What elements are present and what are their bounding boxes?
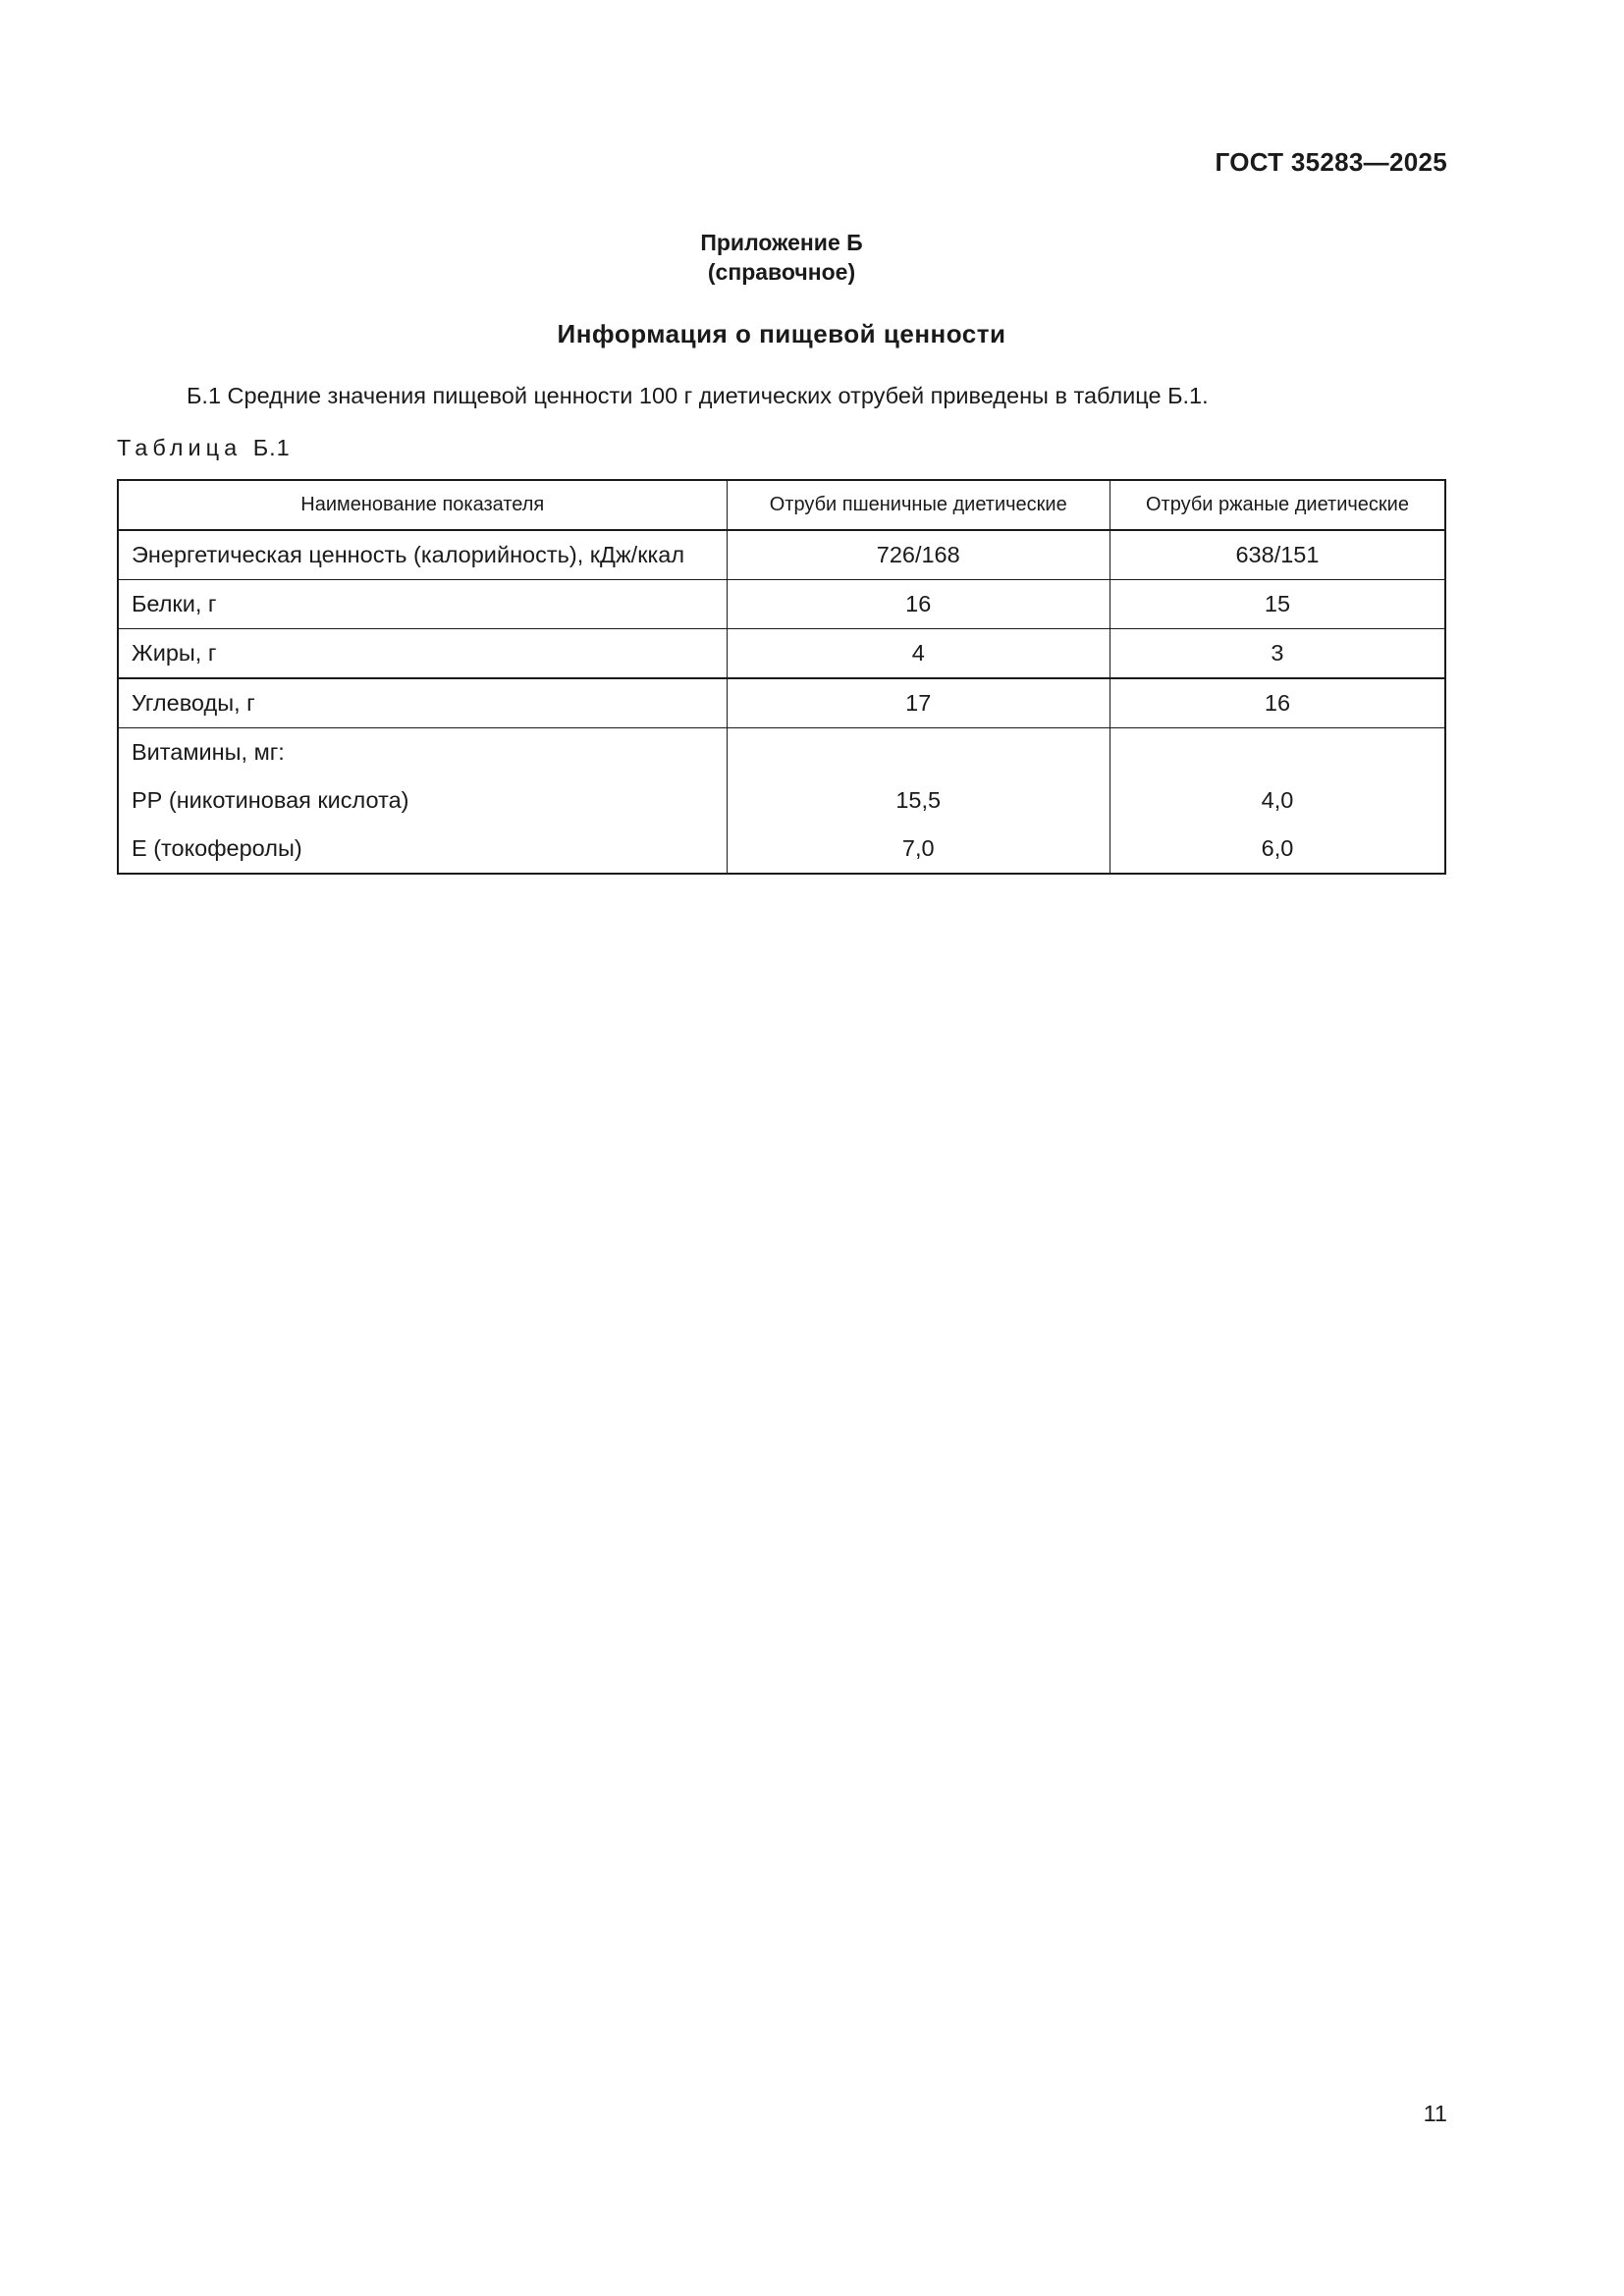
- page-number: 11: [1423, 2101, 1447, 2126]
- cell-indicator: Белки, г: [118, 580, 727, 629]
- header-rye-bran: Отруби ржаные диетические: [1110, 480, 1445, 530]
- cell-rye: 4,0: [1110, 776, 1445, 825]
- table-header-row: [118, 480, 1445, 530]
- cell-wheat: 17: [727, 678, 1110, 728]
- cell-indicator: Е (токоферолы): [118, 825, 727, 874]
- cell-rye: 15: [1110, 580, 1445, 629]
- table-row: [118, 530, 1445, 580]
- table-row-vitamins-label: [118, 728, 1445, 777]
- cell-rye: 638/151: [1110, 530, 1445, 580]
- table-caption-word: Таблица: [117, 435, 243, 460]
- document-code: ГОСТ 35283—2025: [1215, 147, 1447, 177]
- cell-rye: 3: [1110, 629, 1445, 679]
- table-row: [118, 825, 1445, 874]
- table-row: [118, 678, 1445, 728]
- appendix-title: Приложение Б: [700, 230, 863, 255]
- cell-wheat: 15,5: [727, 776, 1110, 825]
- header-indicator: Наименование показателя: [118, 480, 727, 530]
- cell-wheat: 7,0: [727, 825, 1110, 874]
- cell-rye: 16: [1110, 678, 1445, 728]
- cell-vitamins-label: Витамины, мг:: [118, 728, 727, 777]
- appendix-note: (справочное): [707, 259, 856, 285]
- header-wheat-bran: Отруби пшеничные диетические: [727, 480, 1110, 530]
- cell-indicator: Углеводы, г: [118, 678, 727, 728]
- appendix-heading: [0, 228, 1563, 287]
- cell-indicator: Энергетическая ценность (калорийность), кДж/ккал: [118, 530, 727, 580]
- section-title: Информация о пищевой ценности: [557, 319, 1006, 348]
- cell-wheat: 4: [727, 629, 1110, 679]
- cell-indicator: Жиры, г: [118, 629, 727, 679]
- cell-wheat: 726/168: [727, 530, 1110, 580]
- cell-rye-empty: [1110, 728, 1445, 777]
- table-row: [118, 776, 1445, 825]
- paragraph: Б.1 Средние значения пищевой ценности 100 г диетических отрубей приведены в таблице Б.1.: [187, 383, 1209, 408]
- cell-rye: 6,0: [1110, 825, 1445, 874]
- nutrition-table: [117, 479, 1446, 875]
- table-caption: [117, 435, 291, 461]
- table-row: [118, 629, 1445, 679]
- cell-wheat-empty: [727, 728, 1110, 777]
- table-caption-number: Б.1: [252, 435, 291, 460]
- table-row: [118, 580, 1445, 629]
- cell-wheat: 16: [727, 580, 1110, 629]
- cell-indicator: РР (никотиновая кислота): [118, 776, 727, 825]
